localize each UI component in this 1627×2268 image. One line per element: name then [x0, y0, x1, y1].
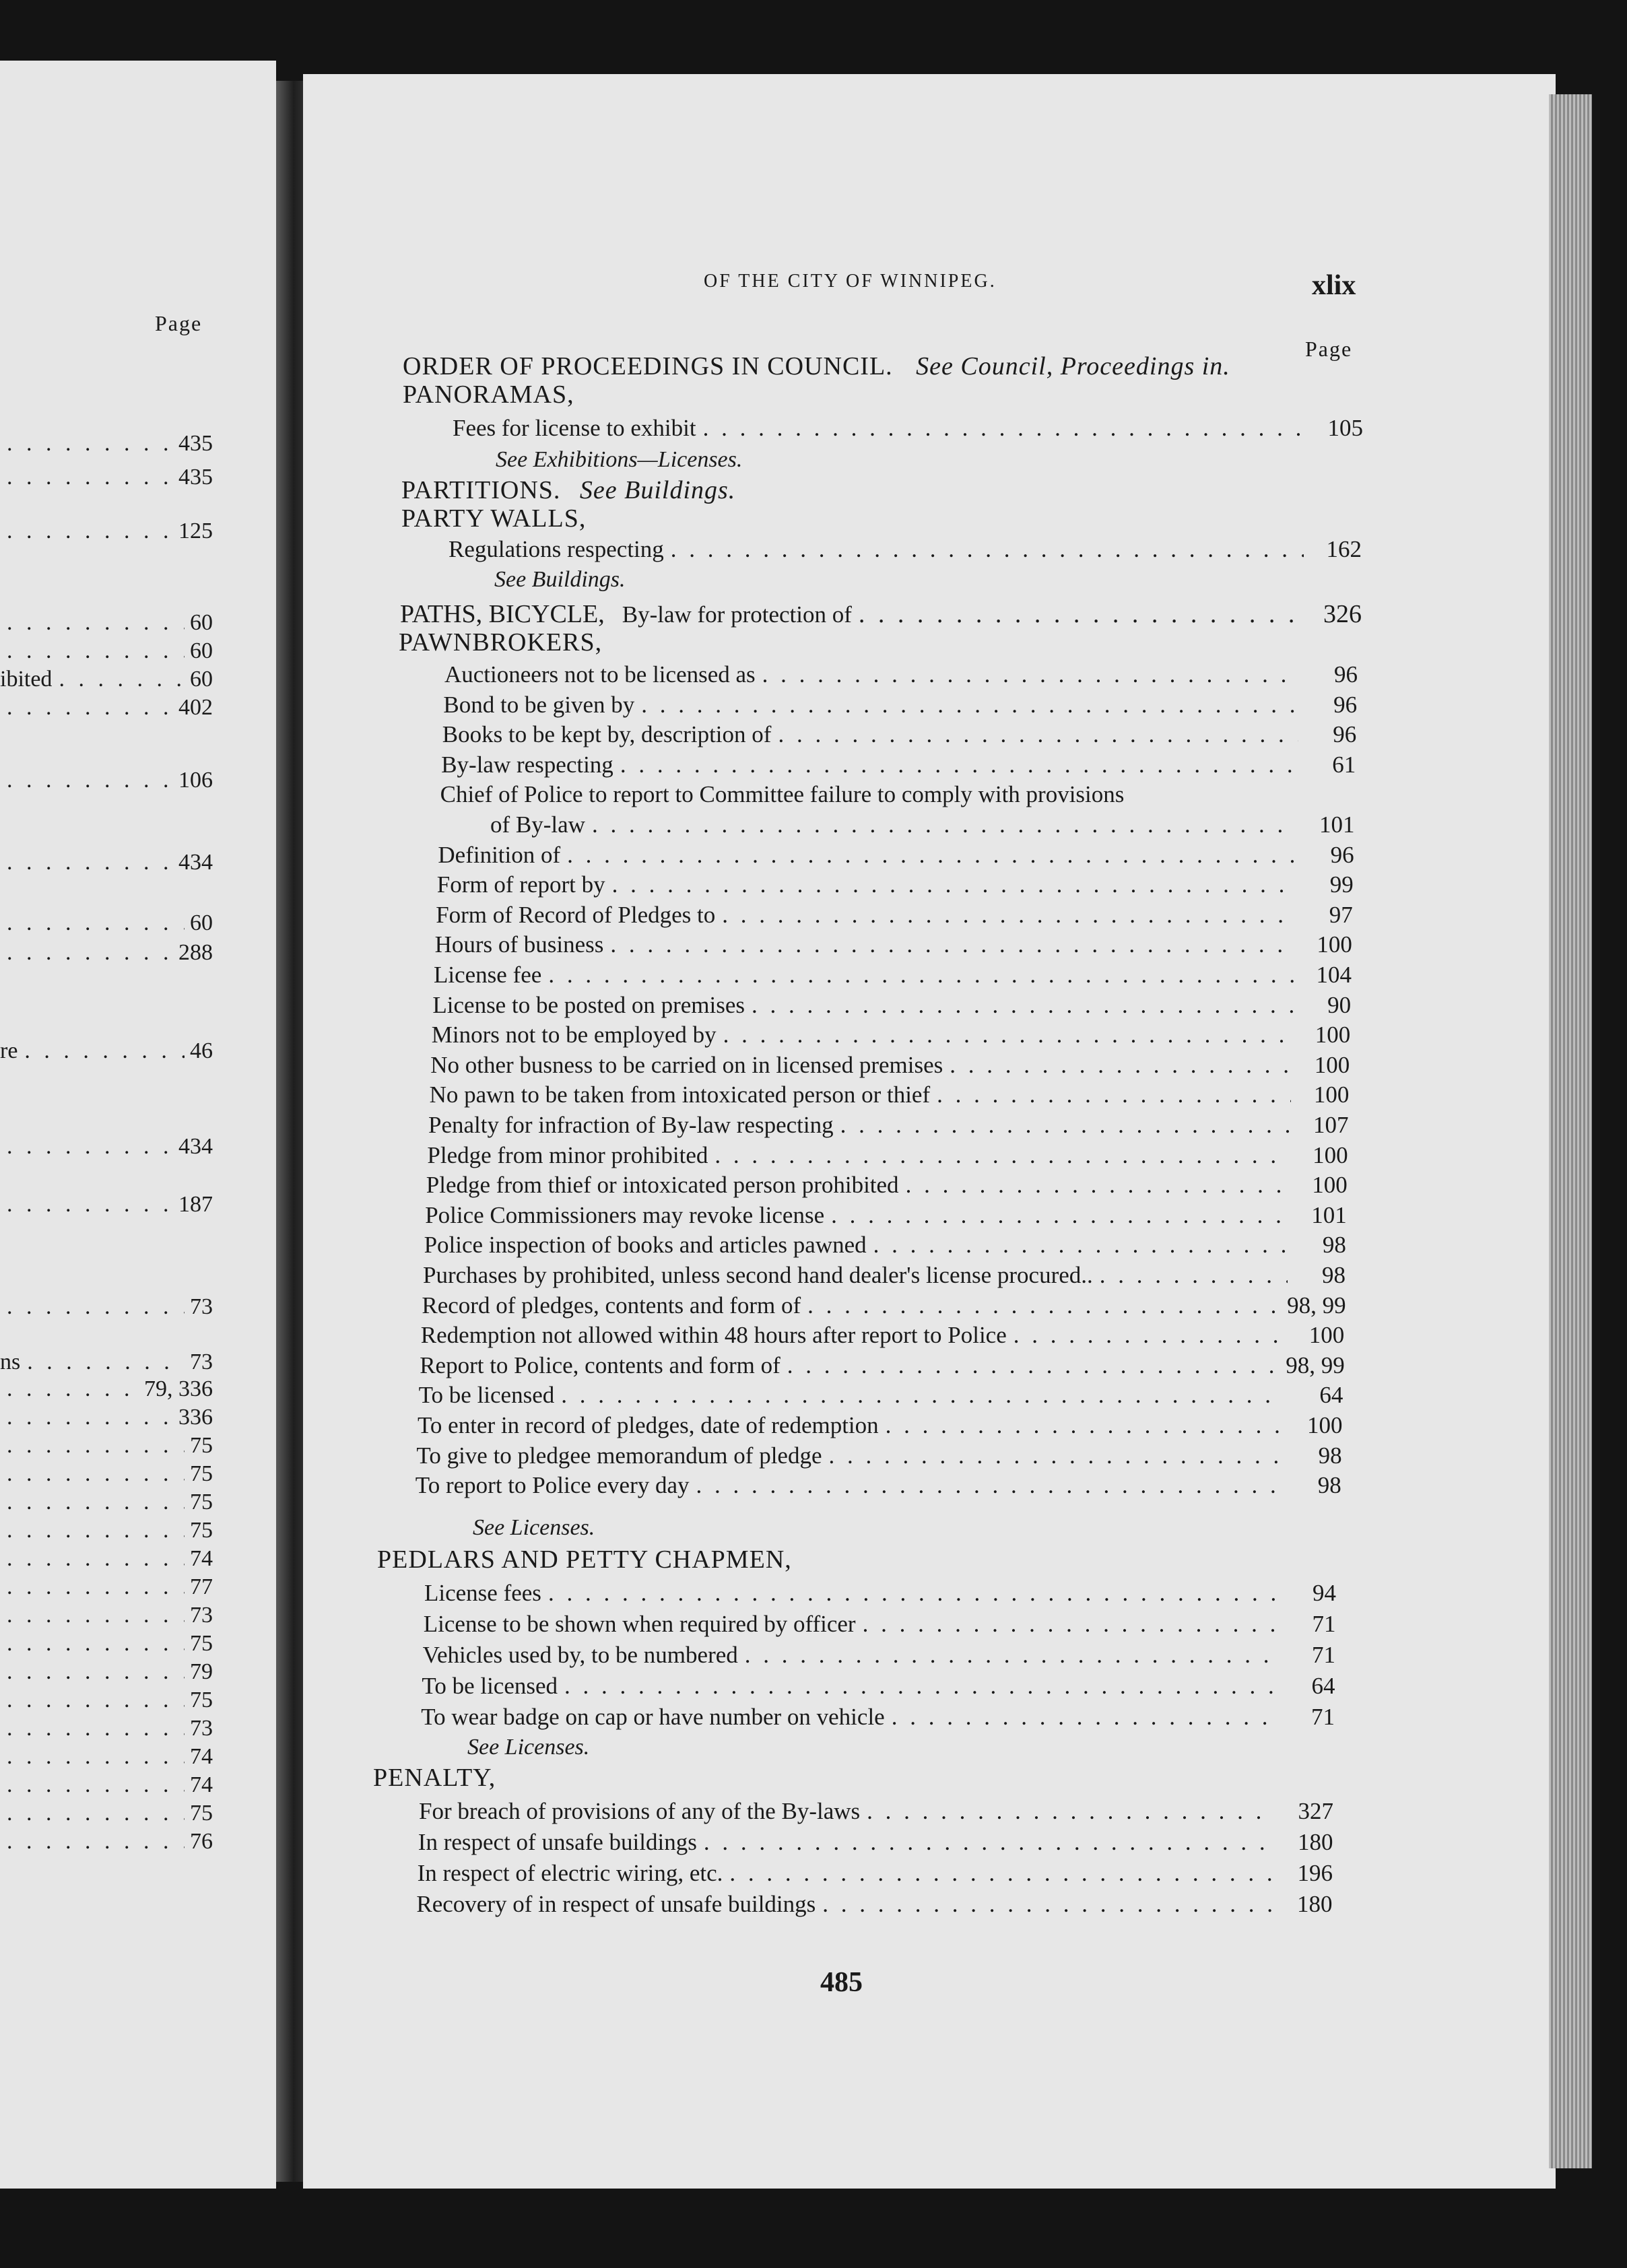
- entry-text: Recovery of in respect of unsafe buildings: [416, 1891, 816, 1917]
- entry-page-number: 64: [1311, 1673, 1335, 1699]
- index-entry: [419, 1798, 1333, 1828]
- left-row-page-number: 435: [178, 465, 213, 490]
- entry-page-number: 90: [1327, 991, 1352, 1018]
- left-page-row: [0, 519, 213, 545]
- leader-dots: [612, 871, 1296, 898]
- see-reference: See Licenses.: [473, 1515, 595, 1540]
- entry-text: No other busness to be carried on in licensed premises: [430, 1051, 943, 1078]
- see-reference: See Licenses.: [467, 1735, 590, 1760]
- entry-page-number: 64: [1319, 1382, 1343, 1409]
- index-entry: [420, 1352, 1343, 1382]
- entry-page-number: 98, 99: [1286, 1352, 1345, 1378]
- left-row-page-number: 402: [178, 695, 213, 720]
- page-number: 485: [820, 1967, 863, 1998]
- index-entry: [424, 1611, 1336, 1640]
- leader-dots: [762, 661, 1300, 688]
- left-row-page-number: 435: [178, 431, 213, 456]
- leader-dots: [7, 1688, 185, 1713]
- left-page-row: [0, 850, 213, 877]
- heading-partitions: PARTITIONS. See Buildings.: [401, 476, 736, 504]
- left-page-row: [0, 1490, 213, 1516]
- leader-dots: [696, 1472, 1284, 1499]
- left-row-page-number: 60: [190, 610, 213, 635]
- entry-page-number: 100: [1317, 931, 1352, 958]
- heading-pawnbrokers: PAWNBROKERS,: [399, 628, 603, 657]
- leader-dots: [7, 1461, 185, 1487]
- leader-dots: [7, 1801, 185, 1826]
- entry-text: Minors not to be employed by: [431, 1022, 717, 1048]
- leader-dots: [822, 1891, 1274, 1918]
- leader-dots: [7, 695, 173, 721]
- left-row-page-number: 76: [190, 1829, 213, 1854]
- entry-text: Form of report by: [436, 871, 605, 898]
- left-row-page-number: 75: [190, 1518, 213, 1543]
- entry-page-number: 71: [1310, 1704, 1335, 1730]
- left-row-page-number: 434: [178, 850, 213, 875]
- left-page-row: [0, 768, 213, 795]
- entry-text: of By-law: [490, 811, 585, 838]
- entry-text: Pledge from minor prohibited: [427, 1141, 708, 1168]
- entry-page-number: 100: [1308, 1322, 1345, 1349]
- entry-page-number: 71: [1312, 1611, 1336, 1637]
- entry-text: License to be posted on premises: [432, 991, 745, 1018]
- left-row-page-number: 73: [190, 1294, 213, 1319]
- leader-dots: [548, 1580, 1278, 1607]
- leader-dots: [592, 811, 1297, 838]
- entry-text: Report to Police, contents and form of: [420, 1352, 781, 1378]
- left-page-row: [0, 1518, 213, 1545]
- leader-dots: [7, 1744, 185, 1770]
- heading-title: ORDER OF PROCEEDINGS IN COUNCIL.: [403, 352, 893, 380]
- leader-dots: [729, 1860, 1275, 1887]
- index-entry: [423, 1642, 1335, 1671]
- running-head: OF THE CITY OF WINNIPEG.: [704, 271, 997, 292]
- index-entry: [442, 721, 1356, 751]
- left-page-row: [0, 1294, 213, 1321]
- index-entry: [423, 1262, 1346, 1292]
- index-entry: [422, 1673, 1335, 1702]
- index-entry: [424, 1232, 1346, 1261]
- left-row-page-number: 75: [190, 1631, 213, 1656]
- left-page-column-label: Page: [155, 311, 203, 335]
- left-row-text: ns: [0, 1349, 21, 1374]
- entry-page-number: 96: [1334, 661, 1358, 688]
- left-row-page-number: 288: [178, 940, 213, 965]
- see-reference: See Council, Proceedings in.: [916, 352, 1230, 380]
- left-row-page-number: 187: [178, 1192, 213, 1217]
- leader-dots: [27, 1349, 185, 1375]
- left-row-page-number: 75: [190, 1433, 213, 1458]
- page-edges: [1549, 94, 1592, 2168]
- index-entry: [426, 1172, 1348, 1201]
- heading-pedlars: PEDLARS AND PETTY CHAPMEN,: [377, 1545, 792, 1574]
- left-page-row: [0, 1659, 213, 1686]
- leader-dots: [892, 1704, 1277, 1731]
- index-entry: [434, 962, 1352, 991]
- leader-dots: [886, 1412, 1285, 1439]
- leader-dots: [828, 1442, 1284, 1469]
- entry-text: In respect of unsafe buildings: [418, 1829, 697, 1855]
- index-entry: [432, 992, 1351, 1022]
- entry-page-number: 94: [1313, 1580, 1336, 1606]
- leader-dots: [1014, 1322, 1286, 1349]
- entry-text: Vehicles used by, to be numbered: [422, 1642, 738, 1668]
- leader-dots: [7, 1716, 185, 1741]
- index-entry: [428, 1112, 1349, 1141]
- heading-paths-bicycle: PATHS, BICYCLE, By-law for protection of . . . 326: [400, 599, 1362, 629]
- page-column-label: Page: [1305, 337, 1353, 361]
- leader-dots: [7, 1376, 139, 1402]
- entry-page-number: 100: [1307, 1412, 1343, 1438]
- left-row-page-number: 75: [190, 1490, 213, 1514]
- left-row-page-number: 79, 336: [144, 1376, 213, 1401]
- leader-dots: [641, 692, 1299, 719]
- leader-dots: [840, 1112, 1291, 1139]
- leader-dots: [620, 752, 1298, 778]
- leader-dots: [7, 1405, 173, 1430]
- folio-roman: xlix: [1312, 270, 1356, 301]
- entry-page-number: 100: [1314, 1051, 1350, 1078]
- entry-page-number: 96: [1333, 721, 1357, 748]
- index-entry: [436, 902, 1353, 931]
- index-entry: [416, 1472, 1341, 1502]
- entry-text: Form of Record of Pledges to: [436, 901, 716, 928]
- entry-text: No pawn to be taken from intoxicated person or thief: [429, 1081, 931, 1108]
- heading-penalty: PENALTY,: [373, 1764, 496, 1792]
- previous-page-fragment: [0, 61, 276, 2189]
- leader-dots: [863, 1611, 1278, 1638]
- leader-dots: [831, 1202, 1289, 1229]
- left-page-row: [0, 1433, 213, 1460]
- entry-text: Definition of: [438, 841, 561, 868]
- left-page-row: [0, 1038, 213, 1065]
- leader-dots: [7, 940, 173, 966]
- left-row-page-number: 336: [178, 1405, 213, 1430]
- index-entry: [416, 1891, 1332, 1921]
- left-row-page-number: 75: [190, 1688, 213, 1712]
- left-page-row: [0, 1772, 213, 1799]
- left-page-row: [0, 1716, 213, 1743]
- entry-page-number: 100: [1312, 1172, 1348, 1199]
- left-row-page-number: 75: [190, 1801, 213, 1826]
- leader-dots: [950, 1052, 1292, 1079]
- leader-dots: [24, 1038, 185, 1064]
- leader-dots: [778, 721, 1298, 748]
- leader-dots: [7, 1772, 185, 1798]
- see-reference: See Buildings.: [579, 476, 736, 504]
- leader-dots: [715, 1142, 1290, 1169]
- leader-dots: [7, 1829, 185, 1855]
- left-page-row: [0, 1744, 213, 1771]
- entry-text: Pledge from thief or intoxicated person prohibited: [426, 1172, 899, 1199]
- entry-text: To report to Police every day: [415, 1472, 690, 1499]
- left-page-row: [0, 1688, 213, 1714]
- heading-party-walls: PARTY WALLS,: [401, 504, 587, 533]
- entry-page-number: 196: [1297, 1860, 1333, 1886]
- leader-dots: [7, 1192, 173, 1218]
- index-entry: [418, 1412, 1343, 1442]
- entry-text: Record of pledges, contents and form of: [422, 1292, 801, 1319]
- heading-order-of-proceedings: [403, 352, 1230, 381]
- left-row-page-number: 46: [190, 1038, 213, 1063]
- entry-page-number: 98: [1322, 1262, 1346, 1288]
- leader-dots: [7, 850, 173, 875]
- index-entry: [443, 692, 1357, 721]
- left-page-row: [0, 1801, 213, 1828]
- see-reference: See Exhibitions—Licenses.: [496, 447, 743, 472]
- entry-text: To enter in record of pledges, date of redemption: [418, 1412, 879, 1438]
- leader-dots: [704, 1829, 1275, 1856]
- entry-page-number: 98: [1317, 1472, 1341, 1499]
- entry-page-number: 96: [1333, 691, 1358, 718]
- entry-text: Hours of business: [434, 931, 604, 958]
- left-page-row: [0, 431, 213, 458]
- see-reference: See Buildings.: [494, 567, 626, 592]
- index-entry: [435, 931, 1352, 961]
- entry-text: To wear badge on cap or have number on vehicle: [421, 1704, 885, 1730]
- leader-dots: [610, 931, 1294, 958]
- entry-page-number: 96: [1330, 841, 1354, 868]
- entry-page-number: 98, 99: [1287, 1292, 1346, 1319]
- left-page-row: [0, 638, 213, 665]
- left-page-row: [0, 1574, 213, 1601]
- leader-dots: [7, 638, 185, 664]
- leader-dots: [7, 1490, 185, 1515]
- entry-text: Redemption not allowed within 48 hours after report to Police: [420, 1322, 1007, 1349]
- entry-text: License fees: [424, 1580, 541, 1606]
- left-page-row: [0, 1461, 213, 1488]
- left-row-page-number: 60: [190, 667, 213, 692]
- left-page-row: [0, 1349, 213, 1376]
- entry-text: To be licensed: [422, 1673, 558, 1699]
- index-entry: [418, 1829, 1333, 1859]
- index-entry: [440, 781, 1356, 811]
- index-entry: Fees for license to exhibit . . . 105: [453, 415, 1363, 444]
- entry-page-number: 97: [1329, 901, 1353, 928]
- left-row-page-number: 434: [178, 1134, 213, 1159]
- entry-text: License to be shown when required by officer: [423, 1611, 856, 1637]
- leader-dots: [745, 1642, 1277, 1669]
- leader-dots: [564, 1673, 1277, 1700]
- left-row-page-number: 77: [190, 1574, 213, 1599]
- entry-page-number: 98: [1318, 1442, 1342, 1469]
- left-page-row: [0, 695, 213, 722]
- left-row-page-number: 74: [190, 1772, 213, 1797]
- index-entry: [416, 1442, 1341, 1472]
- index-entry: [418, 1860, 1333, 1890]
- entry-page-number: 101: [1319, 811, 1355, 838]
- leader-dots: [7, 431, 173, 457]
- leader-dots: [7, 768, 173, 793]
- leader-dots: [7, 610, 185, 636]
- entry-page-number: 101: [1311, 1201, 1347, 1228]
- heading-panoramas: PANORAMAS,: [403, 380, 574, 409]
- leader-dots: [807, 1292, 1287, 1319]
- left-row-page-number: 74: [190, 1546, 213, 1571]
- index-entry: [419, 1382, 1343, 1411]
- leader-dots: [7, 1574, 185, 1600]
- index-entry: [425, 1202, 1347, 1232]
- left-row-page-number: 73: [190, 1349, 213, 1374]
- entry-page-number: 180: [1297, 1829, 1333, 1855]
- left-page-row: [0, 1134, 213, 1161]
- leader-dots: [7, 519, 173, 544]
- left-page-row: [0, 667, 213, 694]
- index-entry: [421, 1704, 1335, 1733]
- leader-dots: [561, 1382, 1285, 1409]
- entry-text: For breach of provisions of any of the By-laws: [419, 1798, 861, 1824]
- leader-dots: [906, 1172, 1290, 1199]
- entry-page-number: 100: [1315, 1022, 1351, 1048]
- index-entry: [421, 1322, 1344, 1352]
- leader-dots: [7, 1518, 185, 1543]
- index-entry: [444, 661, 1358, 691]
- left-row-page-number: 73: [190, 1603, 213, 1628]
- left-page-row: [0, 1603, 213, 1630]
- leader-dots: [1100, 1262, 1288, 1289]
- entry-page-number: 61: [1332, 751, 1356, 778]
- entry-page-number: 71: [1311, 1642, 1335, 1668]
- entry-page-number: 100: [1313, 1081, 1350, 1108]
- left-page-row: [0, 940, 213, 967]
- entry-text: Chief of Police to report to Committee failure to comply with provisions: [440, 781, 1125, 808]
- index-entry: [438, 842, 1354, 871]
- leader-dots: [548, 962, 1294, 989]
- entry-page-number: 99: [1329, 871, 1354, 898]
- index-entry: [422, 1292, 1345, 1322]
- entry-text: Bond to be given by: [443, 691, 635, 718]
- entry-page-number: 98: [1322, 1232, 1346, 1259]
- leader-dots: [7, 1546, 185, 1572]
- index-entry: [427, 1142, 1348, 1172]
- leader-dots: [873, 1232, 1288, 1259]
- entry-text: Penalty for infraction of By-law respecting: [428, 1112, 834, 1138]
- left-row-page-number: 125: [178, 519, 213, 543]
- left-row-page-number: 106: [178, 768, 213, 793]
- entry-text: Auctioneers not to be licensed as: [444, 661, 756, 688]
- left-page-row: [0, 1631, 213, 1658]
- leader-dots: [7, 1134, 173, 1160]
- leader-dots: [7, 465, 173, 490]
- left-row-page-number: 73: [190, 1716, 213, 1741]
- entry-page-number: 107: [1313, 1112, 1349, 1138]
- index-entry: [430, 1081, 1350, 1111]
- leader-dots: [7, 1603, 185, 1628]
- index-entry: [432, 1022, 1350, 1051]
- entry-text: By-law respecting: [441, 751, 613, 778]
- entry-page-number: 104: [1316, 962, 1352, 988]
- leader-dots: [7, 1659, 185, 1685]
- index-entry: Regulations respecting . . . 162: [449, 536, 1362, 566]
- entry-text: In respect of electric wiring, etc.: [417, 1860, 723, 1886]
- leader-dots: [752, 992, 1293, 1019]
- left-row-page-number: 60: [190, 910, 213, 935]
- index-entry: [424, 1580, 1336, 1609]
- index-entry: [437, 871, 1354, 901]
- leader-dots: [787, 1352, 1286, 1379]
- entry-text: To be licensed: [418, 1382, 555, 1409]
- entry-text: Police inspection of books and articles pawned: [424, 1232, 867, 1259]
- entry-page-number: 100: [1313, 1141, 1348, 1168]
- entry-text: License fee: [434, 962, 542, 988]
- leader-dots: [7, 1294, 185, 1320]
- leader-dots: [567, 842, 1296, 869]
- left-page-row: [0, 1405, 213, 1432]
- entry-text: Books to be kept by, description of: [442, 721, 772, 748]
- entry-text: To give to pledgee memorandum of pledge: [416, 1442, 822, 1469]
- leader-dots: [867, 1798, 1275, 1825]
- left-row-page-number: 75: [190, 1461, 213, 1486]
- leader-dots: [722, 902, 1295, 929]
- leader-dots: [59, 667, 185, 692]
- left-page-row: [0, 910, 213, 937]
- leader-dots: [7, 1631, 185, 1657]
- entry-text: Purchases by prohibited, unless second hand dealer's license procured..: [423, 1262, 1093, 1288]
- left-page-row: [0, 465, 213, 492]
- left-row-page-number: 74: [190, 1744, 213, 1769]
- leader-dots: [937, 1081, 1291, 1108]
- left-row-page-number: 60: [190, 638, 213, 663]
- leader-dots: [7, 910, 185, 936]
- entry-page-number: 180: [1296, 1891, 1333, 1917]
- left-page-row: [0, 1546, 213, 1573]
- index-entry: [430, 1052, 1350, 1081]
- left-row-text: re: [0, 1038, 18, 1063]
- index-entry: [441, 752, 1356, 781]
- left-page-row: [0, 1192, 213, 1219]
- left-page-row: [0, 1376, 213, 1403]
- leader-dots: [723, 1022, 1293, 1048]
- entry-page-number: 327: [1298, 1798, 1333, 1824]
- leader-dots: [7, 1433, 185, 1459]
- entry-text: Police Commissioners may revoke license: [425, 1201, 825, 1228]
- index-entry: [490, 811, 1355, 841]
- left-page-row: [0, 1829, 213, 1856]
- left-row-page-number: 79: [190, 1659, 213, 1684]
- left-row-text: ibited: [0, 667, 53, 692]
- left-page-row: [0, 610, 213, 637]
